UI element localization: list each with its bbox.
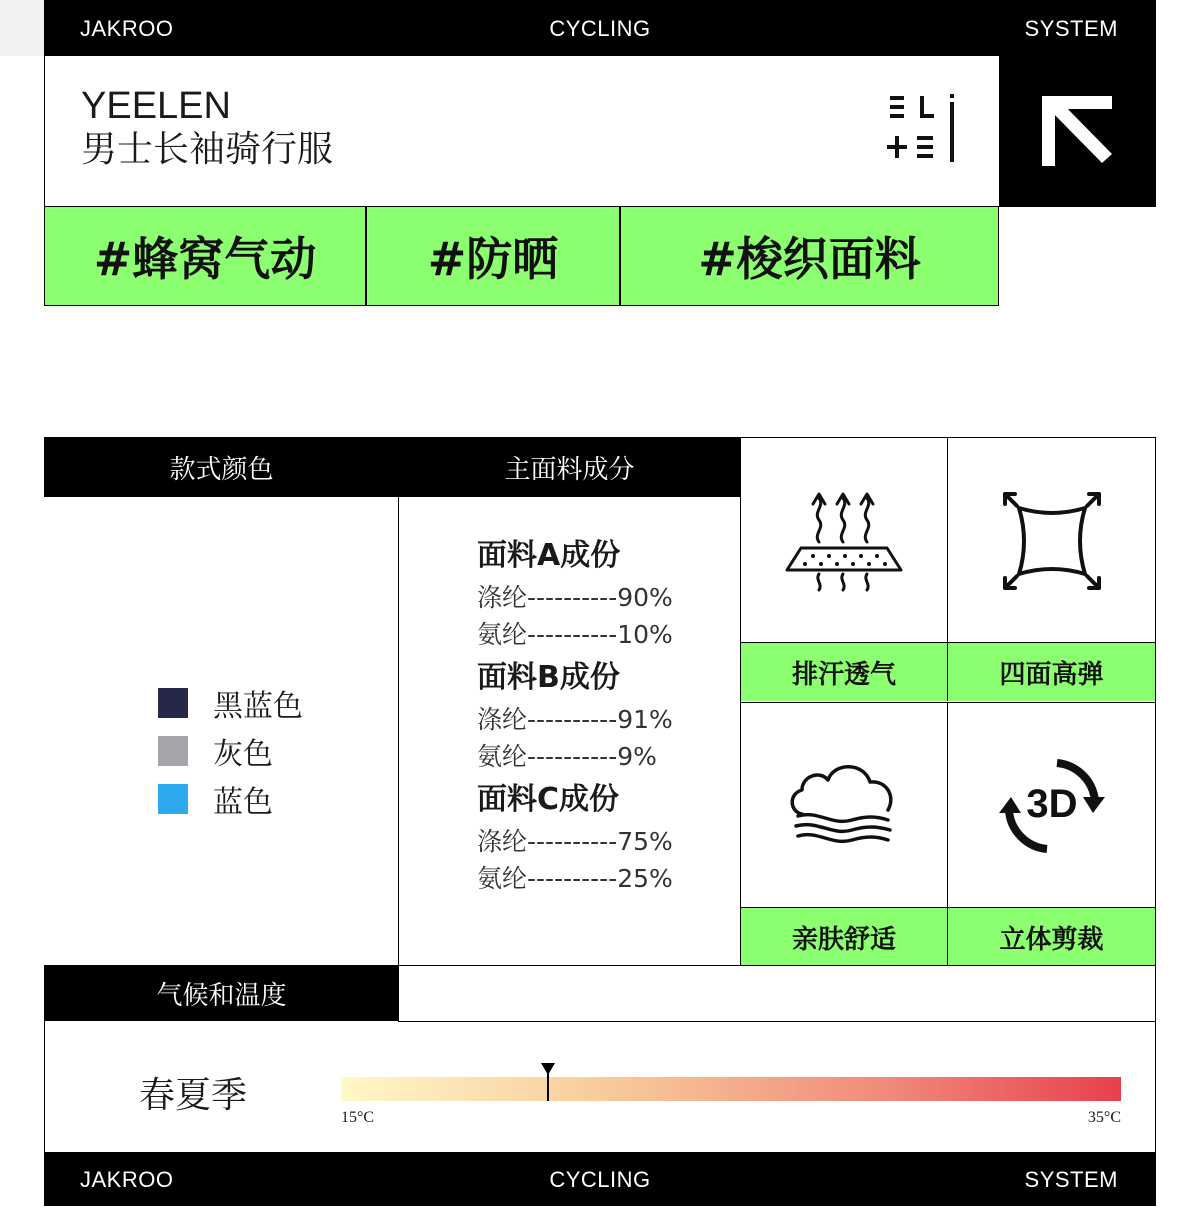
top-bar-right: SYSTEM <box>1024 16 1118 41</box>
feature-label: 亲肤舒适 <box>741 907 947 966</box>
footer-bar-center: CYCLING <box>549 1167 651 1192</box>
arrow-up-left-icon <box>1000 56 1156 207</box>
temperature-marker-icon <box>541 1063 555 1075</box>
elite-logo <box>887 92 961 166</box>
color-label: 蓝色 <box>213 785 273 820</box>
3d-rotate-icon <box>997 751 1107 861</box>
fabric-group-c <box>477 781 737 897</box>
fabric-row: 涤纶----------91% <box>477 705 673 734</box>
feature-cell <box>741 702 948 966</box>
footer-bar <box>44 1152 1156 1206</box>
soft-cloud-icon <box>784 756 904 856</box>
top-bar-center: CYCLING <box>549 16 651 41</box>
feature-label: 排汗透气 <box>741 642 947 701</box>
tag-woven-fabric: #梭织面料 <box>698 232 921 286</box>
color-label: 黑蓝色 <box>213 689 303 724</box>
color-item <box>158 775 303 823</box>
feature-label: 立体剪裁 <box>948 907 1155 966</box>
fabric-group-a <box>477 537 737 653</box>
footer-bar-left: JAKROO <box>80 1167 174 1192</box>
colors-header: 款式颜色 <box>44 437 399 497</box>
color-list <box>158 679 303 823</box>
breathable-fabric-icon <box>779 486 909 596</box>
temperature-max: 35°C <box>1087 1109 1121 1126</box>
fabric-title: 面料A成份 <box>477 538 621 573</box>
feature-tags <box>44 206 999 306</box>
temperature-min: 15°C <box>341 1109 375 1126</box>
fabric-row: 涤纶----------75% <box>477 827 673 856</box>
features-grid <box>740 437 1156 966</box>
title-box <box>44 56 1000 207</box>
fabric-title: 面料B成份 <box>477 660 620 695</box>
fabric-title: 面料C成份 <box>477 782 620 817</box>
fabric-row: 涤纶----------90% <box>477 583 673 612</box>
colors-column <box>44 437 399 965</box>
fabric-row: 氨纶----------25% <box>477 864 673 893</box>
color-swatch-blue <box>158 784 188 814</box>
color-swatch-navy <box>158 688 188 718</box>
product-name: 男士长袖骑行服 <box>81 129 334 170</box>
feature-label: 四面高弹 <box>948 642 1155 701</box>
color-swatch-gray <box>158 736 188 766</box>
feature-cell <box>741 438 948 701</box>
climate-header: 气候和温度 <box>44 965 399 1021</box>
feature-cell <box>948 438 1155 701</box>
season-label: 春夏季 <box>139 1075 248 1116</box>
climate-box <box>44 1021 1156 1152</box>
brand-name: YEELEN <box>81 85 231 127</box>
fabric-group-b <box>477 659 737 775</box>
four-way-stretch-icon <box>997 486 1107 596</box>
color-item <box>158 679 303 727</box>
color-label: 灰色 <box>213 737 273 772</box>
fabric-row: 氨纶----------10% <box>477 620 673 649</box>
feature-cell <box>948 702 1155 966</box>
top-bar-left: JAKROO <box>80 16 174 41</box>
top-bar <box>44 0 1156 56</box>
arrow-logo-box <box>1000 56 1156 207</box>
fabric-column <box>398 437 741 965</box>
footer-bar-right: SYSTEM <box>1024 1167 1118 1192</box>
svg-text:3D: 3D <box>1025 781 1078 826</box>
corner-background <box>0 0 44 56</box>
fabric-row: 氨纶----------9% <box>477 742 657 771</box>
tag-sun-protection: #防晒 <box>367 207 621 305</box>
climate-header-spacer <box>398 965 1156 1022</box>
fabric-header: 主面料成分 <box>399 437 740 497</box>
fabric-composition <box>477 537 737 903</box>
color-item <box>158 727 303 775</box>
tag-aero: #蜂窝气动 <box>45 207 367 305</box>
temperature-gradient-bar <box>341 1077 1121 1101</box>
